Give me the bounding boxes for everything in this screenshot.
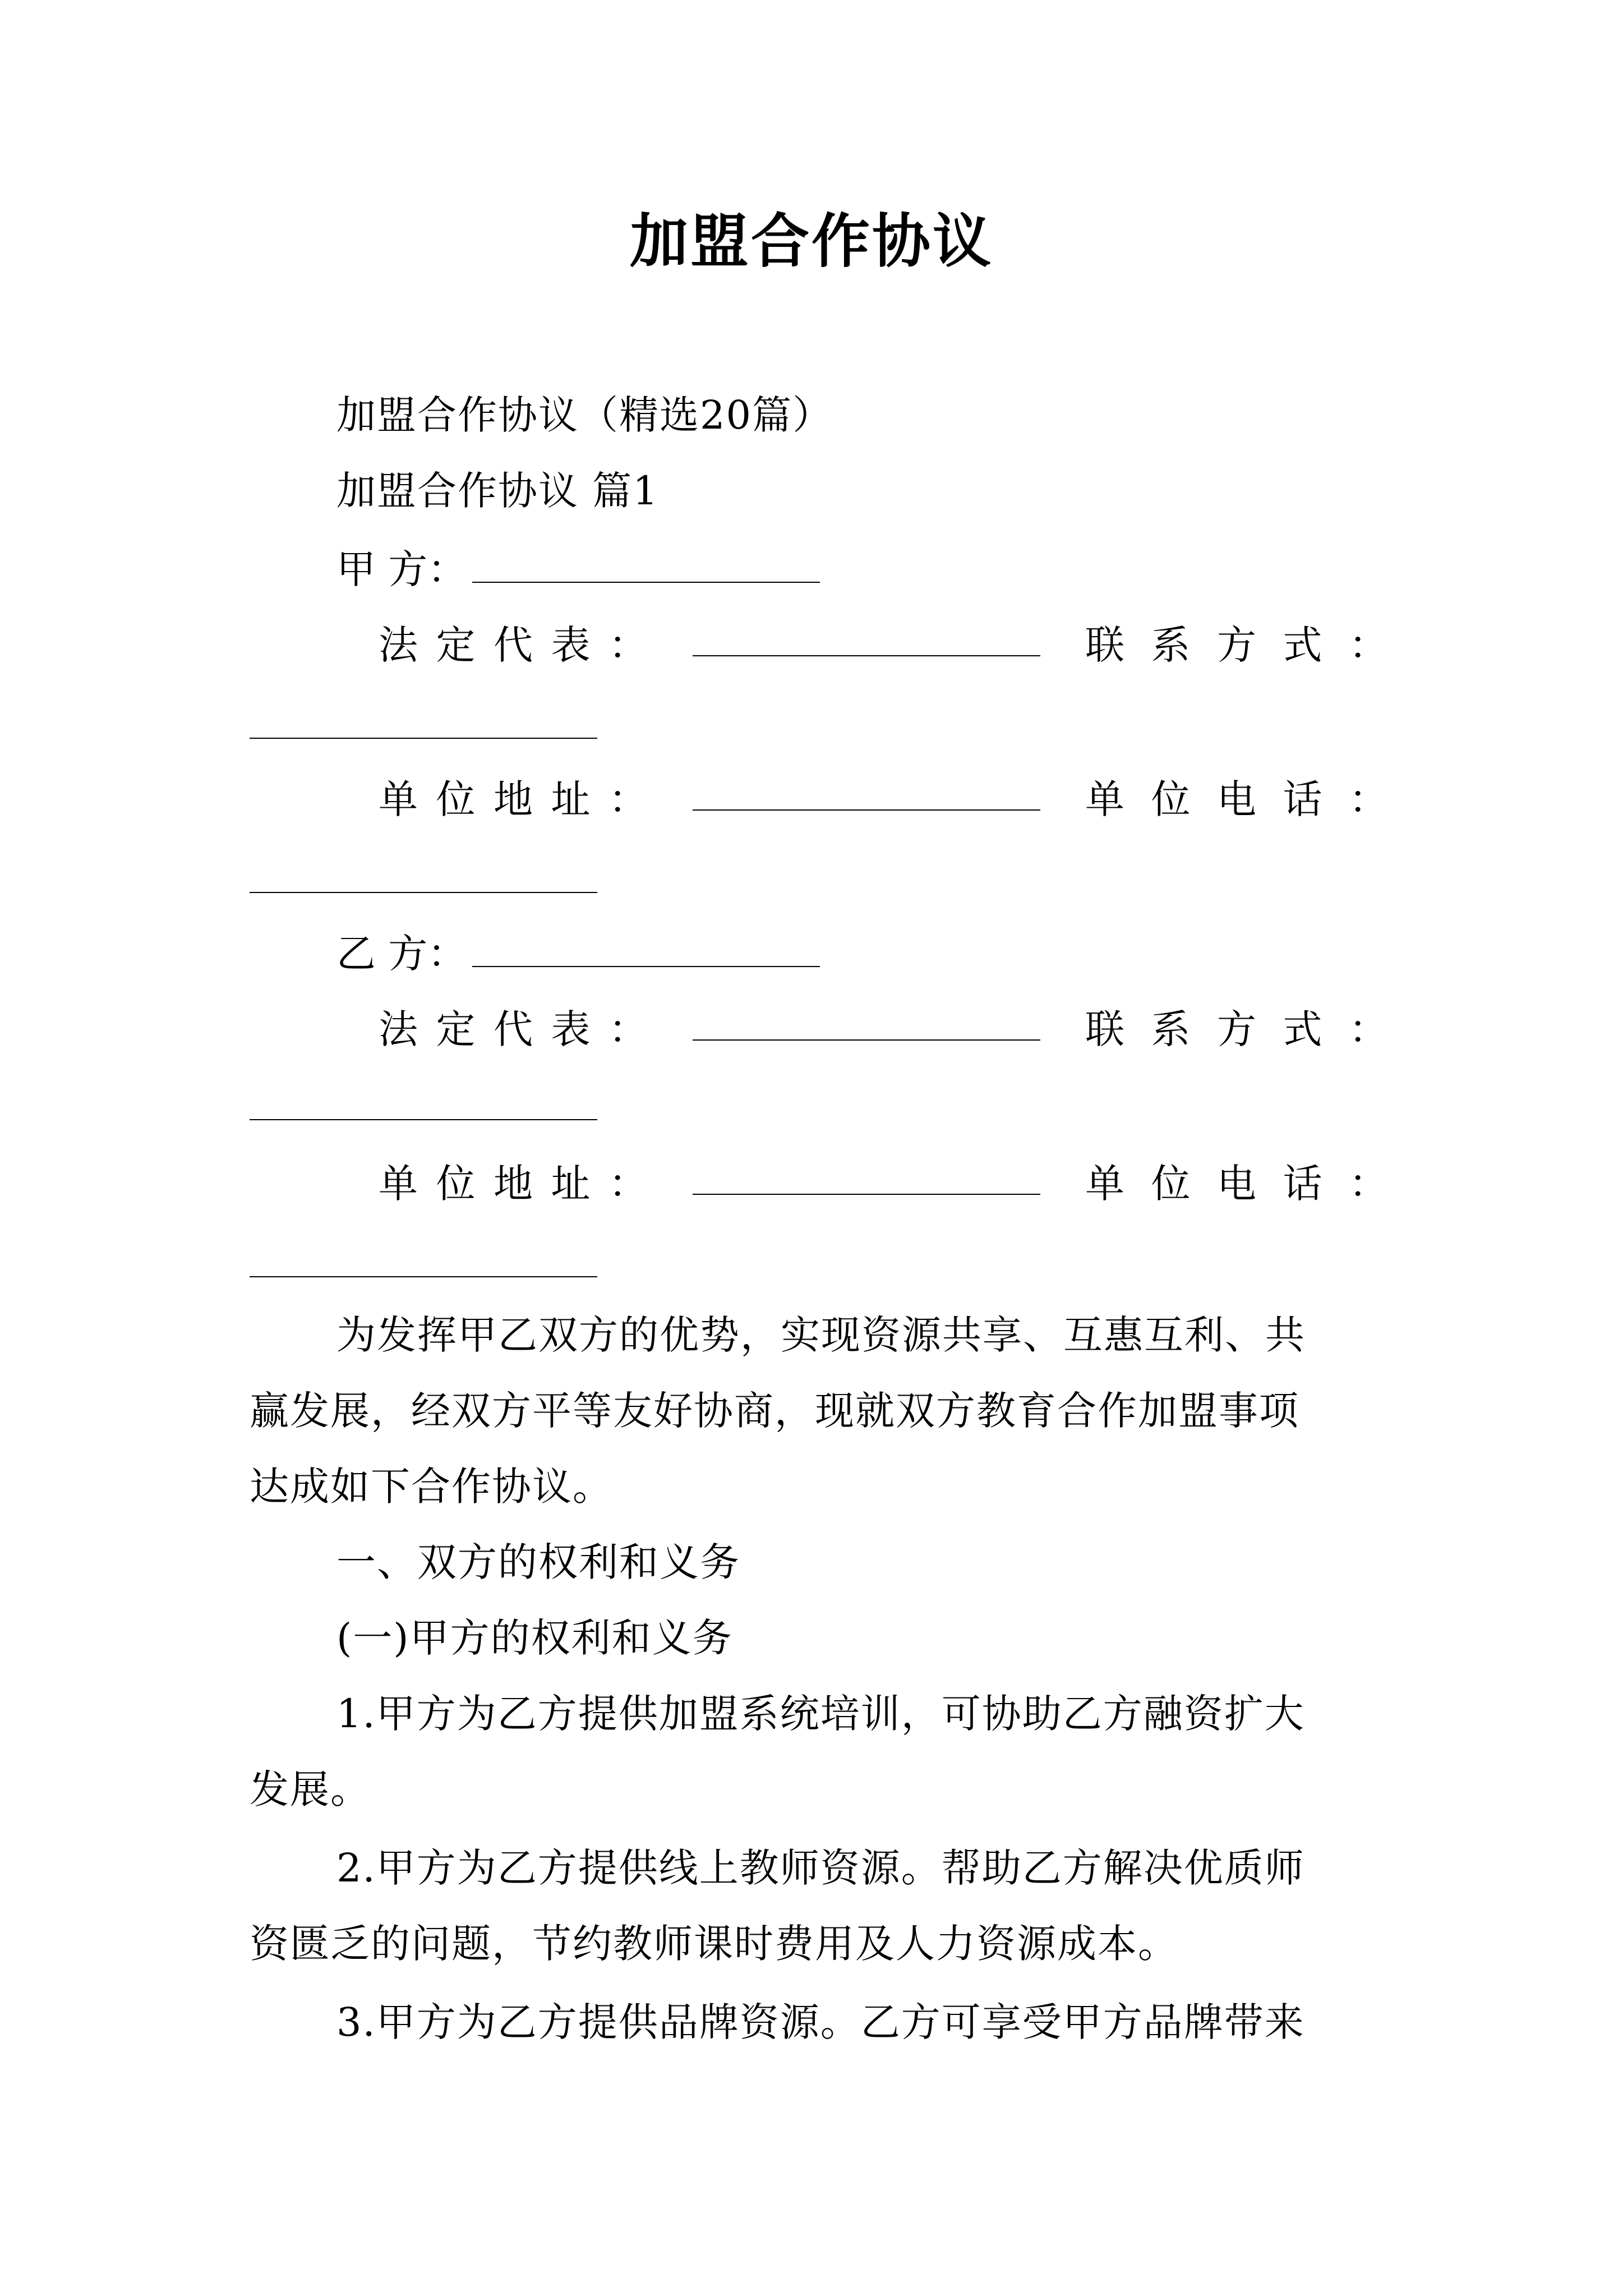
party-a-address-row <box>379 771 1388 827</box>
address-blank <box>693 1194 1040 1195</box>
contact-blank <box>250 1119 597 1120</box>
phone-label: 单 位 电 话 ： <box>1085 1161 1388 1207</box>
paragraph-line: 2.甲方为乙方提供线上教师资源。帮助乙方解决优质师 <box>336 1845 1305 1891</box>
party-b-blank <box>472 931 820 967</box>
subsection-heading: (一)甲方的权利和义务 <box>336 1615 733 1661</box>
party-a-rep-row <box>379 617 1388 673</box>
paragraph-line: 为发挥甲乙双方的优势，实现资源共享、互惠互利、共 <box>336 1312 1306 1358</box>
party-b-rep-row <box>379 1001 1388 1057</box>
party-b-address-row <box>379 1156 1388 1212</box>
party-a-blank <box>472 547 820 583</box>
address-label: 单 位 地 址 ： <box>379 776 648 822</box>
paragraph-line: 资匮乏的问题，节约教师课时费用及人力资源成本。 <box>250 1921 1178 1967</box>
legal-rep-blank <box>693 655 1040 656</box>
contact-label: 联 系 方 式 ： <box>1085 1006 1388 1052</box>
contact-label: 联 系 方 式 ： <box>1085 622 1388 668</box>
phone-blank <box>250 892 597 893</box>
paragraph-line: 赢发展，经双方平等友好协商，现就双方教育合作加盟事项 <box>250 1388 1299 1434</box>
legal-rep-label: 法 定 代 表 ： <box>379 622 648 668</box>
party-b-line <box>336 926 820 982</box>
paragraph-line: 1.甲方为乙方提供加盟系统培训，可协助乙方融资扩大 <box>336 1691 1305 1737</box>
section-heading: 一、双方的权利和义务 <box>336 1539 740 1585</box>
phone-label: 单 位 电 话 ： <box>1085 776 1388 822</box>
paragraph-line: 达成如下合作协议。 <box>250 1464 613 1510</box>
party-a-label: 甲 方： <box>336 546 467 592</box>
document-title: 加盟合作协议 <box>629 206 993 275</box>
address-label: 单 位 地 址 ： <box>379 1161 648 1207</box>
address-blank <box>693 809 1040 811</box>
party-a-line <box>336 541 820 597</box>
contact-blank <box>250 738 597 739</box>
paragraph-line: 发展。 <box>250 1766 371 1812</box>
chapter-heading: 加盟合作协议 篇1 <box>336 468 659 514</box>
subtitle: 加盟合作协议（精选20篇） <box>336 392 833 438</box>
legal-rep-label: 法 定 代 表 ： <box>379 1006 648 1052</box>
legal-rep-blank <box>693 1039 1040 1041</box>
paragraph-line: 3.甲方为乙方提供品牌资源。乙方可享受甲方品牌带来 <box>336 1999 1305 2045</box>
party-b-label: 乙 方： <box>336 931 467 977</box>
phone-blank <box>250 1276 597 1277</box>
